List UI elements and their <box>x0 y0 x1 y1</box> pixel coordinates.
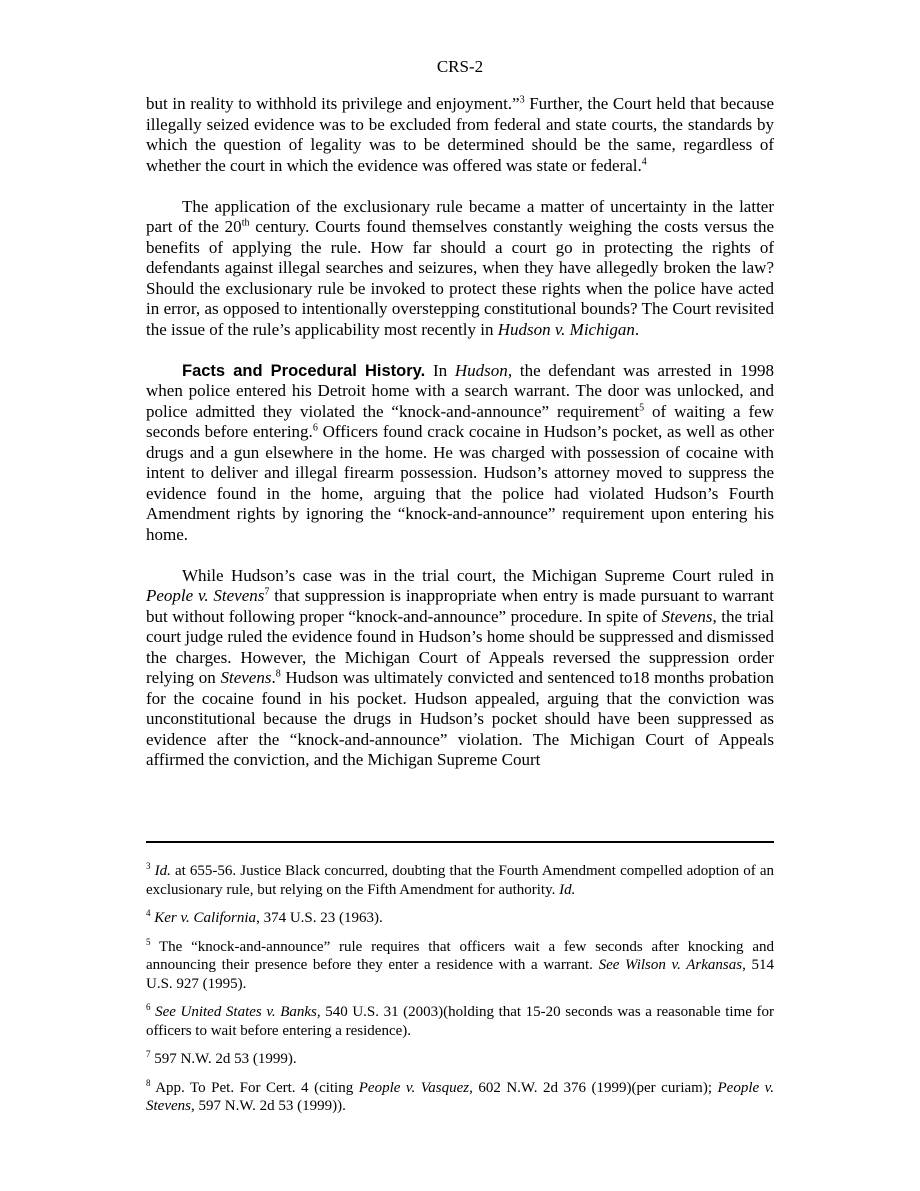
footnote-5: $^5$ The “knock-and-announce” rule requires that officers wait a few seconds after knocking and announcing their presence before they enter a residence with a warrant. See Wilson v. Arkansas, 514 U.S. 927 (1995). <box>146 936 774 992</box>
case-name: Hudson <box>454 360 508 380</box>
case-name: Hudson v. Michigan <box>497 319 635 339</box>
footnote-7: $^7$ 597 N.W. 2d 53 (1999). <box>146 1049 297 1067</box>
footnote-ref-6[interactable]: 6 <box>312 422 318 434</box>
footnote-separator <box>146 841 774 843</box>
case-name: People v. Stevens <box>146 586 265 605</box>
paragraph-3: Facts and Procedural History. In Hudson, the defendant was arrested in 1998 when police entered his Detroit home with a search warrant. The door was unlocked, and police admitted they violated the “knock-and-announce” requirement$^5$ of waiting a few seconds before entering.$^6$ Officers found crack cocaine in Hudson’s pocket, as well as other drugs and a gun elsewhere in the home. He was charged with possession of cocaine with intent to deliver and illegal firearm possession. Hudson’s attorney moved to suppress the evidence found in the home, arguing that the police had violated Hudson’s Fourth Amendment rights by ignoring the “knock-and-announce” requirement upon entering his home. <box>146 360 774 544</box>
footnote-ref-5[interactable]: 5 <box>639 401 645 413</box>
page-header: CRS-2 <box>436 57 484 76</box>
ordinal-suffix: th <box>241 217 250 229</box>
footnote-ref-7[interactable]: 7 <box>264 586 270 598</box>
footnotes <box>146 862 774 1126</box>
case-name: Stevens <box>220 668 272 687</box>
footnote-6: $^6$ See United States v. Banks, 540 U.S. 31 (2003)(holding that 15-20 seconds was a reasonable time for officers to wait before entering a residence). <box>146 1002 774 1039</box>
footnote-8: $^8$ App. To Pet. For Cert. 4 (citing People v. Vasquez, 602 N.W. 2d 376 (1999)(per curiam); People v. Stevens, 597 N.W. 2d 53 (1999)). <box>146 1077 774 1114</box>
paragraph-4: While Hudson’s case was in the trial court, the Michigan Supreme Court ruled in People v. Stevens$^7$ that suppression is inappropriate when entry is made pursuant to warrant but without following proper “knock-and-announce” procedure. In spite of Stevens, the trial court judge ruled the evidence found in Hudson’s home should be suppressed and dismissed the charges. However, the Michigan Court of Appeals reversed the suppression order relying on Stevens.$^8$ Hudson was ultimately convicted and sentenced to18 months probation for the cocaine found in his pocket. Hudson appealed, arguing that the conviction was unconstitutional because the drugs in Hudson’s pocket should have been suppressed as evidence after the “knock-and-announce” violation. The Michigan Court of Appeals affirmed the conviction, and the Michigan Supreme Court <box>146 565 774 769</box>
footnote-ref-3[interactable]: 3 <box>519 94 525 106</box>
paragraph-1: but in reality to withhold its privilege and enjoyment.”$^3$ Further, the Court held that because illegally seized evidence was to be excluded from federal and state courts, the standards by which the question of legality was to be determined should be the same, regardless of whether the court in which the evidence was offered was state or federal.$^4$ <box>146 94 775 175</box>
footnote-ref-4[interactable]: 4 <box>641 155 647 167</box>
paragraph-2: The application of the exclusionary rule became a matter of uncertainty in the latter part of the 20th century. Courts found themselves constantly weighing the costs versus the benefits of applying the rule. How far should a court go in protecting the rights of defendants against illegal searches and seizures, when they have allegedly broken the law? Should the exclusionary rule be invoked to protect these rights when the police have acted in error, as opposed to intentionally overstepping constitutional bounds? The Court revisited the issue of the rule’s applicability most recently in Hudson v. Michigan. <box>146 196 774 339</box>
body-text <box>146 94 774 791</box>
footnote-4: $^4$ Ker v. California, 374 U.S. 23 (1963). <box>146 908 383 926</box>
footnote-ref-8[interactable]: 8 <box>275 668 281 680</box>
case-name: Stevens <box>661 606 713 626</box>
section-heading: Facts and Procedural History. <box>182 361 426 380</box>
footnote-3: $^3$ Id. at 655-56. Justice Black concurred, doubting that the Fourth Amendment compelled adoption of an exclusionary rule, but relying on the Fifth Amendment for authority. Id. <box>146 861 775 898</box>
